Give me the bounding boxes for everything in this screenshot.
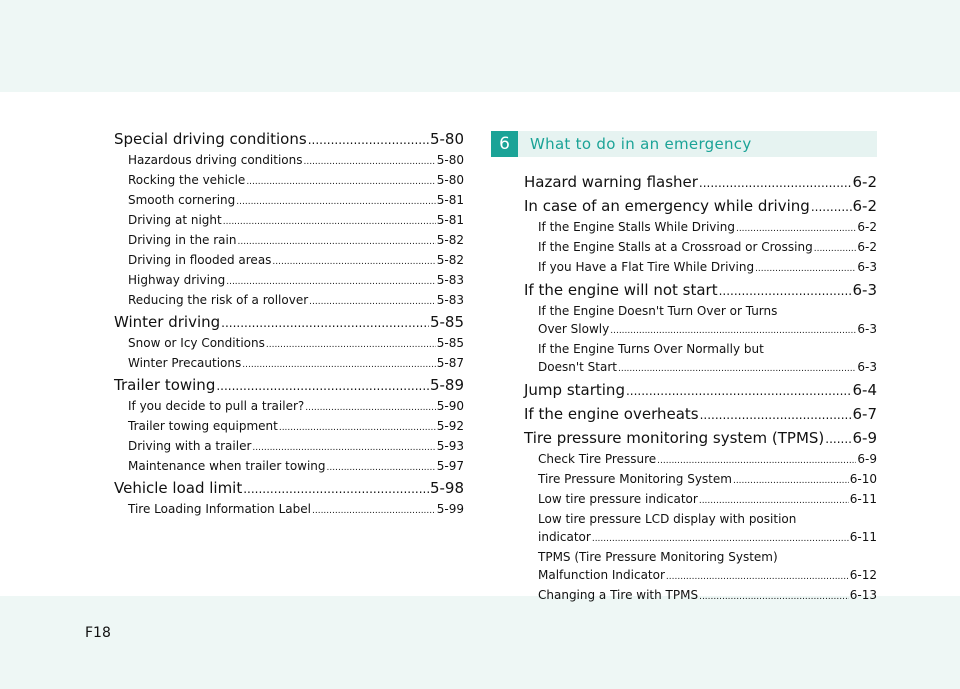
toc-subsection-entry[interactable] — [524, 450, 877, 470]
toc-section-entry[interactable] — [114, 374, 464, 397]
dot-leader — [825, 427, 851, 450]
toc-subsection-entry[interactable] — [114, 151, 464, 171]
toc-entry-title: Rocking the vehicle — [128, 173, 246, 187]
toc-entry-title: Changing a Tire with TPMS — [538, 588, 699, 602]
toc-entry-title: Driving in flooded areas — [128, 253, 272, 267]
toc-section-entry[interactable] — [524, 279, 877, 302]
dot-leader — [755, 258, 856, 278]
toc-entry-title: Hazardous driving conditions — [128, 153, 303, 167]
toc-subsection-entry[interactable] — [524, 218, 877, 238]
dot-leader — [312, 500, 436, 520]
toc-entry-title: Maintenance when trailer towing — [128, 459, 326, 473]
dot-leader — [309, 291, 436, 311]
toc-section-entry[interactable] — [114, 477, 464, 500]
toc-right-column — [524, 170, 877, 606]
top-band — [0, 0, 960, 92]
chapter-title: What to do in an emergency — [530, 135, 752, 153]
dot-leader — [699, 171, 852, 194]
toc-entry-page: 6-13 — [849, 588, 877, 602]
toc-subsection-entry[interactable] — [114, 251, 464, 271]
toc-entry-title: Winter driving — [114, 313, 221, 331]
toc-entry-title: In case of an emergency while driving — [524, 197, 810, 215]
toc-entry-page: 6-3 — [852, 281, 877, 299]
toc-entry-title: indicator — [538, 530, 591, 544]
dot-leader — [626, 379, 852, 402]
toc-entry-page: 5-92 — [436, 419, 464, 433]
dot-leader — [592, 528, 849, 548]
bottom-band — [0, 596, 960, 689]
toc-subsection-entry[interactable] — [114, 457, 464, 477]
toc-entry-title: Trailer towing equipment — [128, 419, 278, 433]
toc-entry-page: 5-82 — [436, 233, 464, 247]
toc-section-entry[interactable] — [524, 195, 877, 218]
toc-entry-title: Special driving conditions — [114, 130, 307, 148]
toc-entry-page: 5-97 — [436, 459, 464, 473]
dot-leader — [305, 397, 435, 417]
toc-entry-page: 5-83 — [436, 293, 464, 307]
dot-leader — [272, 251, 435, 271]
toc-entry-title-line: TPMS (Tire Pressure Monitoring System) — [538, 550, 778, 564]
toc-entry-title: Doesn't Start — [538, 360, 617, 374]
toc-subsection-entry[interactable] — [524, 528, 877, 548]
toc-section-entry[interactable] — [524, 379, 877, 402]
toc-entry-page: 6-2 — [857, 220, 877, 234]
toc-subsection-entry[interactable] — [524, 586, 877, 606]
dot-leader — [610, 320, 856, 340]
toc-subsection-entry[interactable] — [524, 258, 877, 278]
dot-leader — [252, 437, 435, 457]
toc-entry-title: Highway driving — [128, 273, 226, 287]
toc-subsection-entry[interactable] — [114, 271, 464, 291]
toc-subsection-entry[interactable] — [524, 320, 877, 340]
toc-entry-page: 6-11 — [849, 530, 877, 544]
dot-leader — [719, 279, 852, 302]
toc-entry-title: Smooth cornering — [128, 193, 236, 207]
dot-leader — [223, 211, 436, 231]
dot-leader — [246, 171, 435, 191]
dot-leader — [226, 271, 436, 291]
toc-entry-title: Vehicle load limit — [114, 479, 243, 497]
toc-subsection-entry[interactable] — [114, 334, 464, 354]
toc-entry-page: 5-89 — [429, 376, 464, 394]
toc-entry-page: 5-83 — [436, 273, 464, 287]
toc-entry-title: Winter Precautions — [128, 356, 242, 370]
toc-entry-page: 6-11 — [849, 492, 877, 506]
toc-entry-page: 5-90 — [436, 399, 464, 413]
toc-entry-title: Check Tire Pressure — [538, 452, 657, 466]
toc-entry-page: 5-80 — [436, 153, 464, 167]
toc-entry-title: If the Engine Stalls While Driving — [538, 220, 735, 234]
chapter-number: 6 — [491, 131, 518, 157]
toc-entry-title: Hazard warning flasher — [524, 173, 698, 191]
toc-subsection-entry[interactable] — [114, 211, 464, 231]
toc-entry-title: If the Engine Stalls at a Crossroad or Crossing — [538, 240, 813, 254]
dot-leader — [736, 218, 856, 238]
toc-entry-page: 6-7 — [852, 405, 877, 423]
toc-entry-title-line: If the Engine Turns Over Normally but — [538, 342, 764, 356]
toc-entry-page: 5-80 — [436, 173, 464, 187]
toc-entry-page: 6-3 — [857, 360, 877, 374]
toc-entry-title-line: If the Engine Doesn't Turn Over or Turns — [538, 304, 778, 318]
toc-entry-title: If the engine overheats — [524, 405, 699, 423]
toc-subsection-entry[interactable] — [114, 191, 464, 211]
toc-entry-title: Driving with a trailer — [128, 439, 252, 453]
dot-leader — [236, 191, 436, 211]
toc-entry-title: Trailer towing — [114, 376, 216, 394]
toc-subsection-entry[interactable] — [114, 437, 464, 457]
dot-leader — [699, 586, 849, 606]
toc-entry-title: Driving in the rain — [128, 233, 237, 247]
toc-subsection-entry[interactable] — [114, 500, 464, 520]
dot-leader — [243, 477, 429, 500]
dot-leader — [699, 490, 849, 510]
toc-entry-title: If the engine will not start — [524, 281, 718, 299]
toc-entry-page: 6-3 — [857, 322, 877, 336]
toc-subsection-entry[interactable] — [114, 291, 464, 311]
toc-section-entry[interactable] — [114, 128, 464, 151]
dot-leader — [666, 566, 849, 586]
toc-entry-title: Tire pressure monitoring system (TPMS) — [524, 429, 825, 447]
dot-leader — [733, 470, 849, 490]
toc-entry-title: Tire Loading Information Label — [128, 502, 311, 516]
toc-section-entry[interactable] — [524, 403, 877, 426]
toc-subsection-entry[interactable] — [114, 171, 464, 191]
toc-entry-page: 5-99 — [436, 502, 464, 516]
toc-entry-page: 5-85 — [429, 313, 464, 331]
dot-leader — [814, 238, 857, 258]
toc-entry-title: Jump starting — [524, 381, 625, 399]
toc-section-entry[interactable] — [524, 171, 877, 194]
toc-entry-page: 6-2 — [857, 240, 877, 254]
dot-leader — [657, 450, 856, 470]
toc-subsection-entry[interactable] — [524, 470, 877, 490]
toc-entry-page: 5-98 — [429, 479, 464, 497]
toc-entry-title: Over Slowly — [538, 322, 610, 336]
toc-entry-title-line: Low tire pressure LCD display with position — [538, 512, 797, 526]
toc-entry-page: 5-93 — [436, 439, 464, 453]
dot-leader — [700, 403, 852, 426]
toc-subsection-entry[interactable] — [114, 354, 464, 374]
toc-entry-title: Snow or Icy Conditions — [128, 336, 265, 350]
dot-leader — [266, 334, 436, 354]
toc-entry-page: 6-2 — [852, 197, 877, 215]
dot-leader — [242, 354, 436, 374]
toc-entry-page: 5-87 — [436, 356, 464, 370]
toc-entry-title: If you Have a Flat Tire While Driving — [538, 260, 755, 274]
dot-leader — [221, 311, 429, 334]
toc-entry-page: 5-82 — [436, 253, 464, 267]
toc-entry-page: 6-3 — [857, 260, 877, 274]
chapter-header — [491, 131, 877, 157]
toc-entry-page: 5-85 — [436, 336, 464, 350]
chapter-title-bar — [518, 131, 877, 157]
toc-entry-page: 6-4 — [852, 381, 877, 399]
toc-left-column — [114, 128, 464, 520]
toc-entry-title: Driving at night — [128, 213, 222, 227]
toc-section-entry[interactable] — [114, 311, 464, 334]
toc-entry-page: 6-10 — [849, 472, 877, 486]
dot-leader — [618, 358, 856, 378]
page-number: F18 — [85, 625, 111, 641]
toc-entry-page: 5-81 — [436, 193, 464, 207]
toc-entry-page: 6-9 — [857, 452, 877, 466]
dot-leader — [303, 151, 435, 171]
toc-subsection-entry[interactable] — [114, 397, 464, 417]
toc-section-entry[interactable] — [524, 427, 877, 450]
toc-subsection-entry[interactable] — [114, 417, 464, 437]
dot-leader — [308, 128, 429, 151]
toc-entry-page: 6-9 — [852, 429, 877, 447]
toc-entry-page: 5-80 — [429, 130, 464, 148]
toc-entry-page: 6-12 — [849, 568, 877, 582]
toc-subsection-entry[interactable] — [524, 358, 877, 378]
dot-leader — [811, 195, 852, 218]
toc-subsection-entry[interactable] — [524, 238, 877, 258]
toc-entry-title: If you decide to pull a trailer? — [128, 399, 305, 413]
dot-leader — [327, 457, 436, 477]
toc-entry-title: Low tire pressure indicator — [538, 492, 698, 506]
toc-entry-title: Malfunction Indicator — [538, 568, 665, 582]
toc-entry-title: Tire Pressure Monitoring System — [538, 472, 732, 486]
toc-subsection-entry[interactable] — [524, 490, 877, 510]
toc-entry-title: Reducing the risk of a rollover — [128, 293, 309, 307]
toc-entry-page: 5-81 — [436, 213, 464, 227]
toc-subsection-entry[interactable] — [524, 566, 877, 586]
toc-entry-page: 6-2 — [852, 173, 877, 191]
toc-subsection-entry[interactable] — [114, 231, 464, 251]
dot-leader — [237, 231, 435, 251]
dot-leader — [279, 417, 436, 437]
dot-leader — [216, 374, 429, 397]
